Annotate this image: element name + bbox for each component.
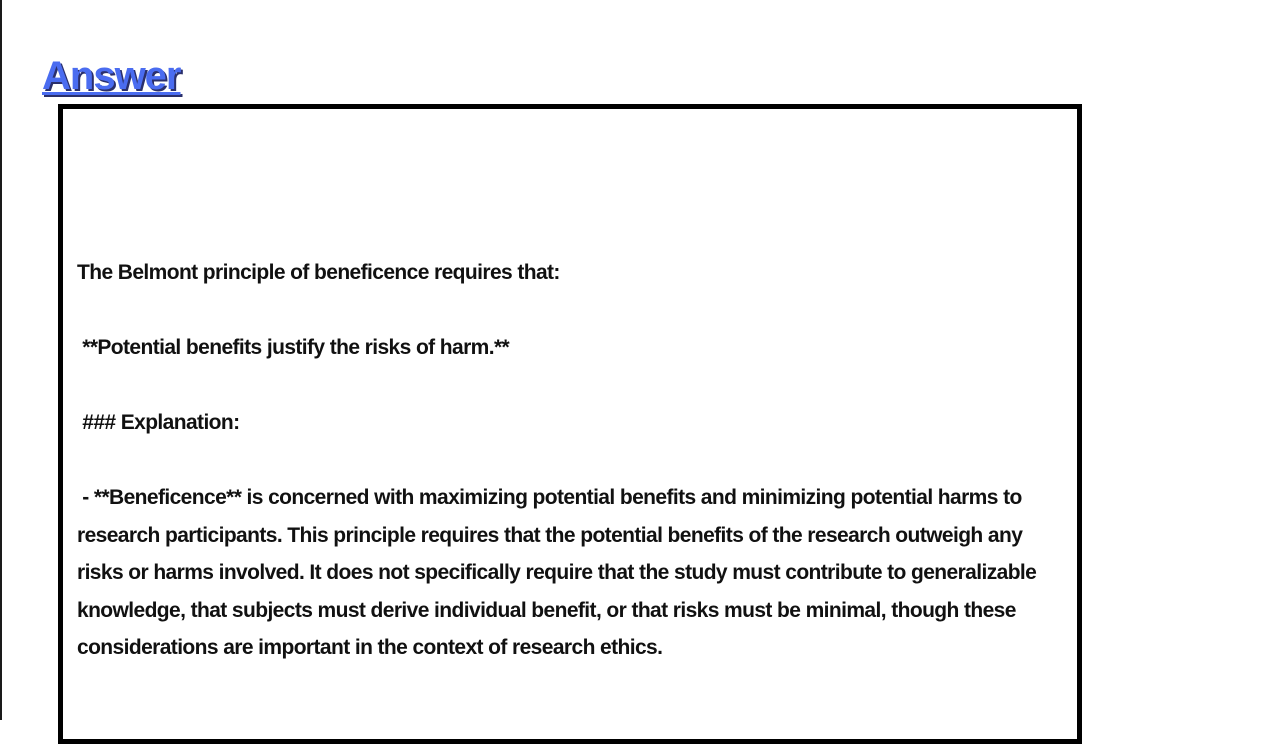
answer-heading: Answer <box>42 54 181 98</box>
explanation-heading: ### Explanation: <box>77 411 240 434</box>
answer-statement: **Potential benefits justify the risks of harm.** <box>77 336 510 359</box>
intro-text: The Belmont principle of beneficence requires that: <box>77 261 560 284</box>
explanation-paragraph: - **Beneficence** is concerned with maximizing potential benefits and minimizing potential harms to research participants. This principle requires that the potential benefits of the research outweigh any risks or harms involved. It does not specifically require that the study must contribute to generalizable knowledge, that subjects must derive individual benefit, or that risks must be minimal, though these considerations are important in the context of research ethics. <box>77 486 1042 659</box>
answer-box <box>58 104 1082 744</box>
left-edge-line <box>0 0 2 720</box>
